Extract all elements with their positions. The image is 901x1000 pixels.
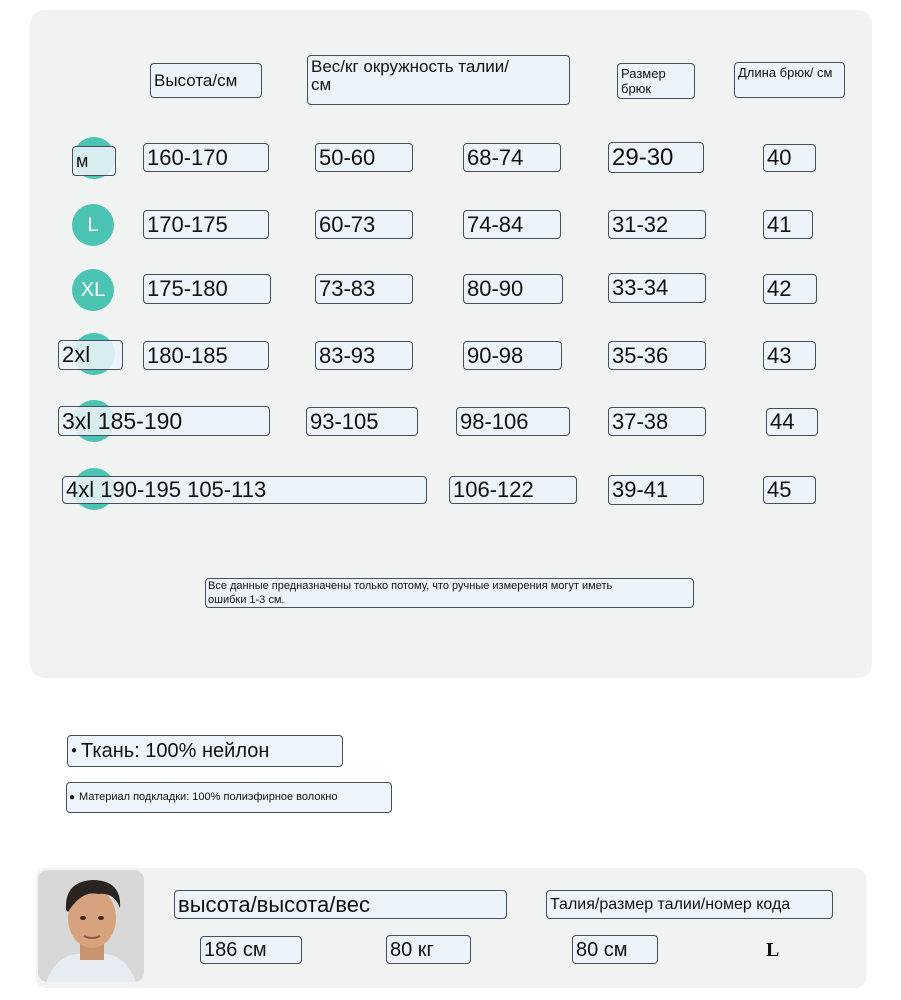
lining-info (66, 782, 392, 813)
fabric-text: Ткань: 100% нейлон (81, 740, 270, 762)
row6-size-height-weight: 4xl 190-195 105-113 (62, 476, 427, 504)
bullet-icon: ● (71, 745, 78, 756)
row3-height: 175-180 (143, 274, 271, 304)
row3-weight: 73-83 (315, 274, 413, 304)
row2-length: 41 (763, 210, 813, 239)
header-pants-size: Размер брюк (617, 63, 695, 99)
row1-waist: 68-74 (463, 143, 561, 172)
model-size-code: L (766, 939, 780, 961)
header-pants-length: Длина брюк/ см (734, 62, 845, 98)
row6-pants-size: 39-41 (608, 475, 704, 505)
row1-weight: 50-60 (315, 143, 413, 172)
model-waist-label: Талия/размер талии/номер кода (546, 890, 833, 919)
header-weight-waist: Вес/кг окружность талии/см (307, 55, 570, 105)
row5-pants-size: 37-38 (608, 407, 706, 436)
row5-weight: 93-105 (306, 407, 418, 436)
bullet-icon: ● (69, 791, 76, 803)
lining-text: Материал подкладки: 100% полиэфирное волокно (79, 791, 338, 803)
model-height-weight-label: высота/высота/вес (174, 890, 507, 919)
row4-length: 43 (763, 341, 816, 370)
model-info-panel (36, 868, 866, 988)
row2-height: 170-175 (143, 210, 269, 239)
row3-pants-size: 33-34 (608, 273, 706, 303)
model-photo (38, 870, 144, 982)
row5-size-height: 3xl 185-190 (58, 406, 270, 436)
size-circle-l: L (72, 204, 114, 246)
header-height: Высота/см (150, 63, 262, 98)
row4-pants-size: 35-36 (608, 341, 706, 370)
row4-waist: 90-98 (463, 341, 562, 370)
row3-length: 42 (763, 274, 817, 304)
row1-length: 40 (763, 144, 816, 172)
row1-pants-size: 29-30 (608, 142, 704, 173)
row6-waist: 106-122 (449, 476, 577, 504)
model-waist: 80 см (572, 935, 658, 964)
row5-length: 44 (766, 408, 818, 436)
row4-height: 180-185 (143, 341, 269, 370)
size-circle-xl: XL (72, 269, 114, 311)
row2-waist: 74-84 (463, 210, 561, 239)
row2-weight: 60-73 (315, 210, 413, 239)
size-label-2xl: 2xl (58, 340, 123, 370)
model-height: 186 см (200, 936, 302, 964)
row5-waist: 98-106 (456, 407, 570, 436)
row2-pants-size: 31-32 (608, 210, 706, 239)
row6-length: 45 (763, 476, 816, 504)
measurement-note: Все данные предназначены только потому, что ручные измерения могут иметь ошибки 1-3 см. (205, 578, 694, 608)
row1-height: 160-170 (143, 143, 269, 172)
row4-weight: 83-93 (315, 341, 413, 370)
model-weight: 80 кг (386, 935, 471, 964)
fabric-info (67, 735, 343, 767)
row3-waist: 80-90 (463, 274, 563, 304)
size-label-m: м (72, 146, 116, 176)
